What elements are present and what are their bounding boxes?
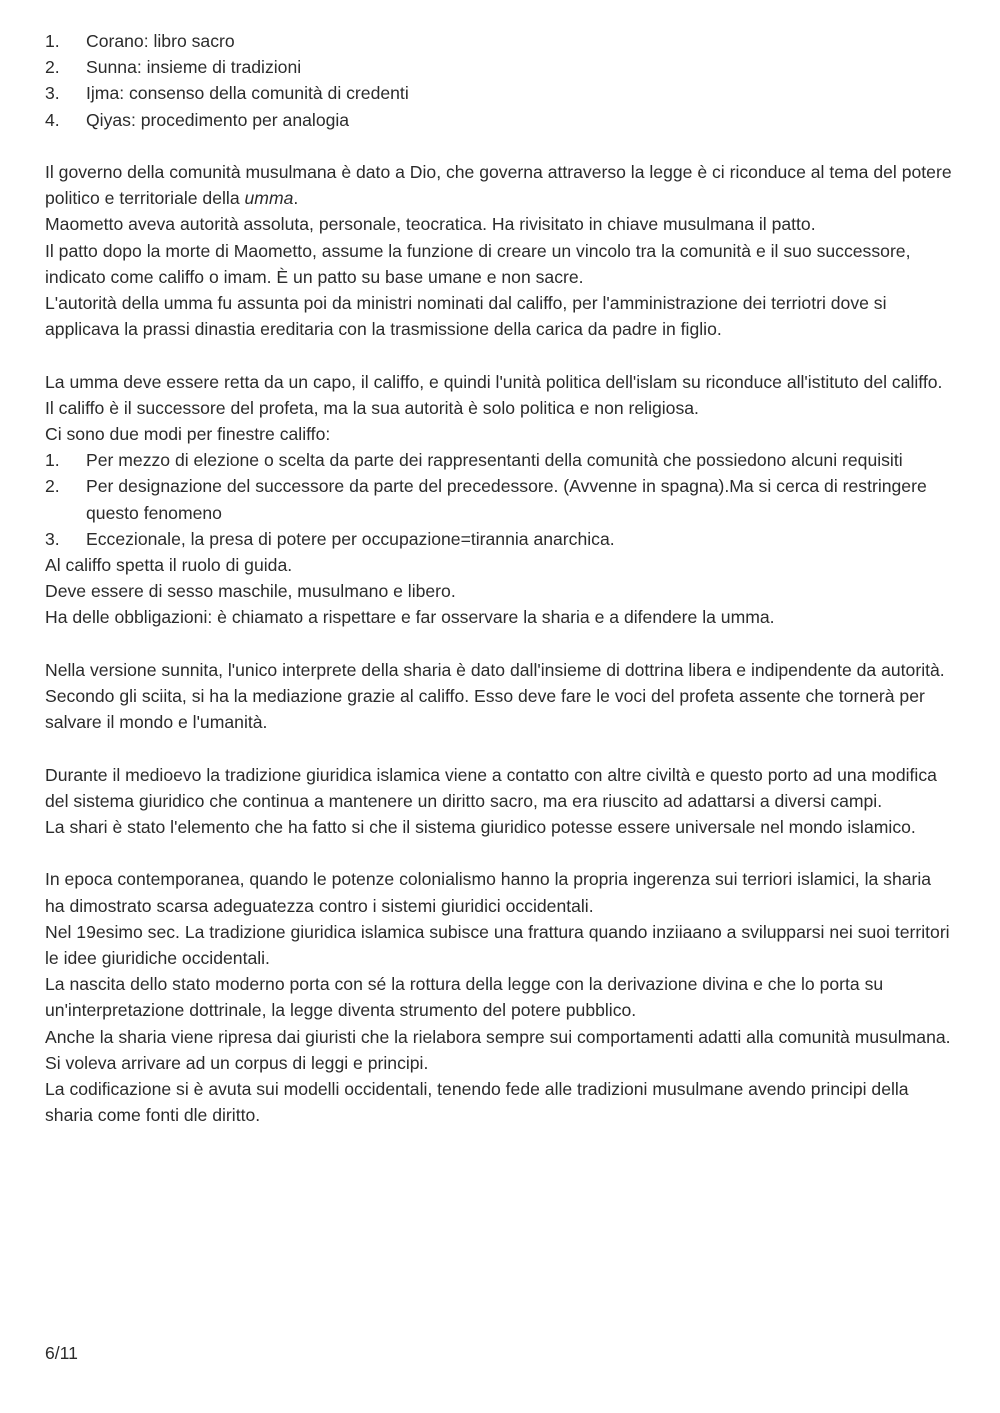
paragraph-gap (45, 735, 955, 761)
paragraph: Secondo gli sciita, si ha la mediazione grazie al califfo. Esso deve fare le voci del profeta assente che tornerà per salvare il mondo e l'umanità. (45, 686, 925, 733)
paragraph: Maometto aveva autorità assoluta, personale, teocratica. Ha rivisitato in chiave musulmana il patto. (45, 214, 816, 235)
list-text: Ijma: consenso della comunità di credenti (86, 83, 409, 104)
list-text: Eccezionale, la presa di potere per occupazione=tirannia anarchica. (86, 528, 615, 549)
paragraph: La codificazione si è avuta sui modelli occidentali, tenendo fede alle tradizioni musulmane avendo principi della sharia come fonti dle diritto. (45, 1079, 909, 1126)
caliph-selection-list (45, 447, 955, 552)
page-number: 6/11 (45, 1343, 78, 1363)
list-item (45, 473, 955, 525)
paragraph: Si voleva arrivare ad un corpus di leggi e principi. (45, 1052, 429, 1073)
list-number: 2. (45, 57, 60, 78)
list-text: Corano: libro sacro (86, 31, 235, 51)
list-item (45, 107, 955, 133)
list-text: Per designazione del successore da parte del precedessore. (Avvenne in spagna).Ma si cerca di restringere questo fenomeno (86, 476, 927, 523)
list-text: Sunna: insieme di tradizioni (86, 57, 302, 78)
list-number: 3. (45, 83, 60, 104)
paragraph: La nascita dello stato moderno porta con sé la rottura della legge con la derivazione divina e che lo porta su un'interpretazione dottrinale, la legge diventa strumento del potere pubblico. (45, 974, 884, 1021)
list-item (45, 80, 955, 106)
paragraph-text: . (293, 188, 299, 209)
paragraph-gap (45, 133, 955, 159)
list-number: 3. (45, 528, 60, 549)
paragraph: Nel 19esimo sec. La tradizione giuridica islamica subisce una frattura quando inziiaano a svilupparsi nei suoi territori le idee giuridiche occidentali. (45, 921, 950, 969)
paragraph-gap (45, 342, 955, 368)
list-number: 2. (45, 476, 60, 497)
document-page (45, 28, 955, 1128)
paragraph-text: Il governo della comunità musulmana è dato a Dio, che governa attraverso la legge è ci riconduce al tema del potere politico e territoriale della (45, 162, 952, 209)
sources-list (45, 28, 955, 133)
list-text: Qiyas: procedimento per analogia (86, 109, 350, 130)
paragraph: Al califfo spetta il ruolo di guida. (45, 555, 293, 576)
paragraph: Ha delle obbligazioni: è chiamato a rispettare e far osservare la sharia e a difendere la umma. (45, 607, 775, 628)
paragraph-gap (45, 840, 955, 866)
emphasis-term: umma (244, 188, 294, 209)
paragraph: Nella versione sunnita, l'unico interprete della sharia è dato dall'insieme di dottrina libera e indipendente da autorità. (45, 659, 945, 680)
list-item (45, 54, 955, 80)
paragraph: Il patto dopo la morte di Maometto, assume la funzione di creare un vincolo tra la comunità e il suo successore, indicato come califfo o imam. È un patto su base umane e non sacre. (45, 240, 911, 287)
paragraph (45, 159, 955, 211)
list-item (45, 447, 955, 473)
list-number: 1. (45, 31, 60, 51)
paragraph: Ci sono due modi per finestre califfo: (45, 424, 331, 445)
paragraph: Durante il medioevo la tradizione giuridica islamica viene a contatto con altre civiltà e questo porto ad una modifica del sistema giuridico che continua a mantenere un diritto sacro, ma era riuscito ad adattarsi a diversi campi. (45, 764, 937, 811)
list-item (45, 28, 955, 54)
paragraph: La shari è stato l'elemento che ha fatto si che il sistema giuridico potesse essere universale nel mondo islamico. (45, 817, 916, 838)
list-number: 1. (45, 450, 60, 471)
paragraph: La umma deve essere retta da un capo, il califfo, e quindi l'unità politica dell'islam su riconduce all'istituto del califfo. (45, 371, 943, 392)
paragraph: In epoca contemporanea, quando le potenze colonialismo hanno la propria ingerenza sui terriori islamici, la sharia ha dimostrato scarsa adeguatezza contro i sistemi giuridici occidentali. (45, 869, 932, 916)
paragraph-gap (45, 631, 955, 657)
list-item (45, 526, 955, 552)
paragraph: Anche la sharia viene ripresa dai giuristi che la rielabora sempre sui comportamenti adatti alla comunità musulmana. (45, 1026, 951, 1047)
list-text: Per mezzo di elezione o scelta da parte dei rappresentanti della comunità che possiedono alcuni requisiti (86, 450, 903, 471)
paragraph: Il califfo è il successore del profeta, ma la sua autorità è solo politica e non religiosa. (45, 397, 699, 418)
paragraph: Deve essere di sesso maschile, musulmano e libero. (45, 581, 456, 602)
list-number: 4. (45, 109, 60, 130)
paragraph: L'autorità della umma fu assunta poi da ministri nominati dal califfo, per l'amministrazione dei terriotri dove si applicava la prassi dinastia ereditaria con la trasmissione della carica da padre in figlio. (45, 293, 887, 340)
